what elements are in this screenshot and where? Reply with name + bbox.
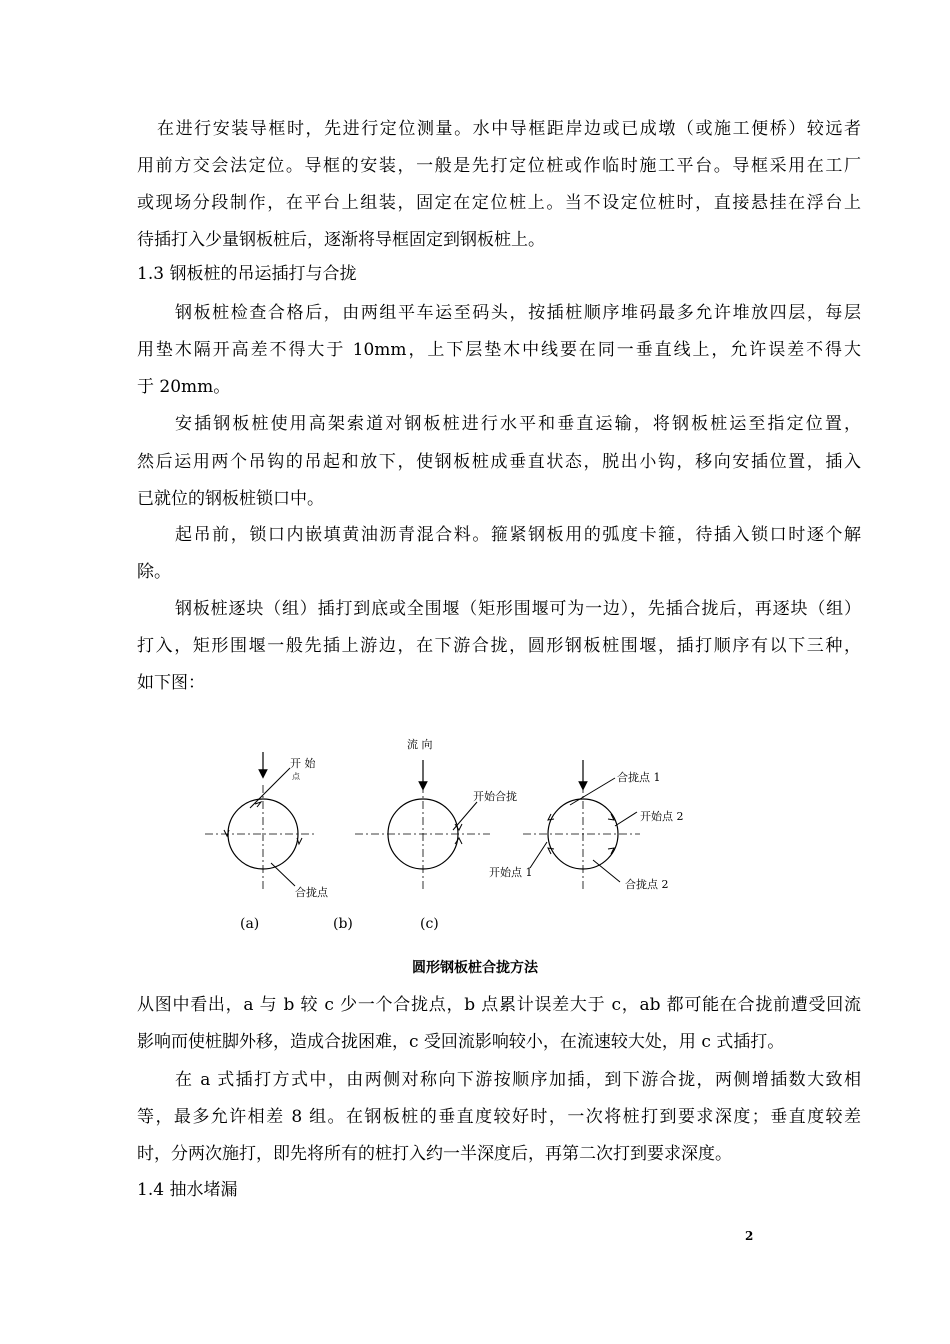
label-c-close-2: 合拢点 2 bbox=[625, 878, 669, 891]
sub-label-a: (a) bbox=[240, 916, 260, 932]
paragraph-5-line-1: 钢板桩逐块（组）插打到底或全围堰（矩形围堰可为一边），先插合拢后，再逐块（组） bbox=[175, 599, 861, 619]
sub-label-b: (b) bbox=[333, 916, 353, 932]
paragraph-2-line-1: 钢板桩检查合格后，由两组平车运至码头，按插桩顺序堆码最多允许堆放四层，每层 bbox=[175, 303, 861, 323]
paragraph-6-line-2: 影响而使桩脚外移，造成合拢困难，c 受回流影响较小，在流速较大处，用 c 式插打。 bbox=[137, 1032, 785, 1052]
label-c-start-2: 开始点 2 bbox=[640, 810, 684, 823]
paragraph-5-line-3: 如下图： bbox=[137, 673, 205, 693]
page-number: 2 bbox=[745, 1229, 754, 1243]
label-flow-direction: 流 向 bbox=[407, 738, 433, 751]
figure-caption: 圆形钢板桩合拢方法 bbox=[412, 960, 538, 976]
paragraph-7-line-1: 在 a 式插打方式中，由两侧对称向下游按顺序加插，到下游合拢，两侧增插数大致相 bbox=[175, 1070, 861, 1090]
paragraph-1-line-4: 待插打入少量钢板桩后，逐渐将导框固定到钢板桩上。 bbox=[137, 230, 545, 250]
label-c-close-1: 合拢点 1 bbox=[617, 771, 661, 784]
diagram-b bbox=[333, 737, 517, 932]
paragraph-1-line-3: 或现场分段制作，在平台上组装，固定在定位桩上。当不设定位桩时，直接悬挂在浮台上 bbox=[137, 193, 861, 213]
paragraph-4-line-1: 起吊前，锁口内嵌填黄油沥青混合料。箍紧钢板用的弧度卡箍，待插入锁口时逐个解 bbox=[175, 525, 861, 545]
label-b-start-close: 开始合拢 bbox=[473, 790, 517, 803]
label-a-start: 开 始 bbox=[290, 757, 316, 770]
paragraph-2-line-2: 用垫木隔开高差不得大于 10mm，上下层垫木中线要在同一垂直线上，允许误差不得大 bbox=[137, 340, 861, 360]
paragraph-1-line-1: 在进行安装导框时，先进行定位测量。水中导框距岸边或已成墩（或施工便桥）较远者 bbox=[157, 119, 861, 139]
paragraph-1-line-2: 用前方交会法定位。导框的安装，一般是先打定位桩或作临时施工平台。导框采用在工厂 bbox=[137, 156, 861, 176]
diagram-a bbox=[205, 752, 329, 932]
paragraph-7-line-3: 时，分两次施打，即先将所有的桩打入约一半深度后，再第二次打到要求深度。 bbox=[137, 1144, 732, 1164]
paragraph-5-line-2: 打入，矩形围堰一般先插上游边，在下游合拢，圆形钢板桩围堰，插打顺序有以下三种， bbox=[137, 636, 861, 656]
label-a-start-2: 点 bbox=[292, 772, 300, 781]
cofferdam-closure-diagram bbox=[195, 730, 715, 940]
paragraph-2-line-3: 于 20mm。 bbox=[137, 377, 231, 397]
paragraph-7-line-2: 等，最多允许相差 8 组。在钢板桩的垂直度较好时，一次将桩打到要求深度；垂直度较差 bbox=[137, 1107, 861, 1127]
paragraph-4-line-2: 除。 bbox=[137, 562, 171, 582]
section-heading-1-4: 1.4 抽水堵漏 bbox=[137, 1180, 238, 1200]
section-heading-1-3: 1.3 钢板桩的吊运插打与合拢 bbox=[137, 264, 357, 284]
paragraph-3-line-1: 安插钢板桩使用高架索道对钢板桩进行水平和垂直运输，将钢板桩运至指定位置， bbox=[175, 414, 861, 434]
diagram-c bbox=[489, 760, 684, 891]
sub-label-c: (c) bbox=[420, 916, 439, 932]
paragraph-6-line-1: 从图中看出，a 与 b 较 c 少一个合拢点，b 点累计误差大于 c，ab 都可能在合拢前遭受回流 bbox=[137, 995, 861, 1015]
paragraph-3-line-2: 然后运用两个吊钩的吊起和放下，使钢板桩成垂直状态，脱出小钩，移向安插位置，插入 bbox=[137, 452, 861, 472]
label-c-start-1: 开始点 1 bbox=[489, 866, 533, 879]
paragraph-3-line-3: 已就位的钢板桩锁口中。 bbox=[137, 489, 324, 509]
label-a-close: 合拢点 bbox=[295, 886, 328, 899]
